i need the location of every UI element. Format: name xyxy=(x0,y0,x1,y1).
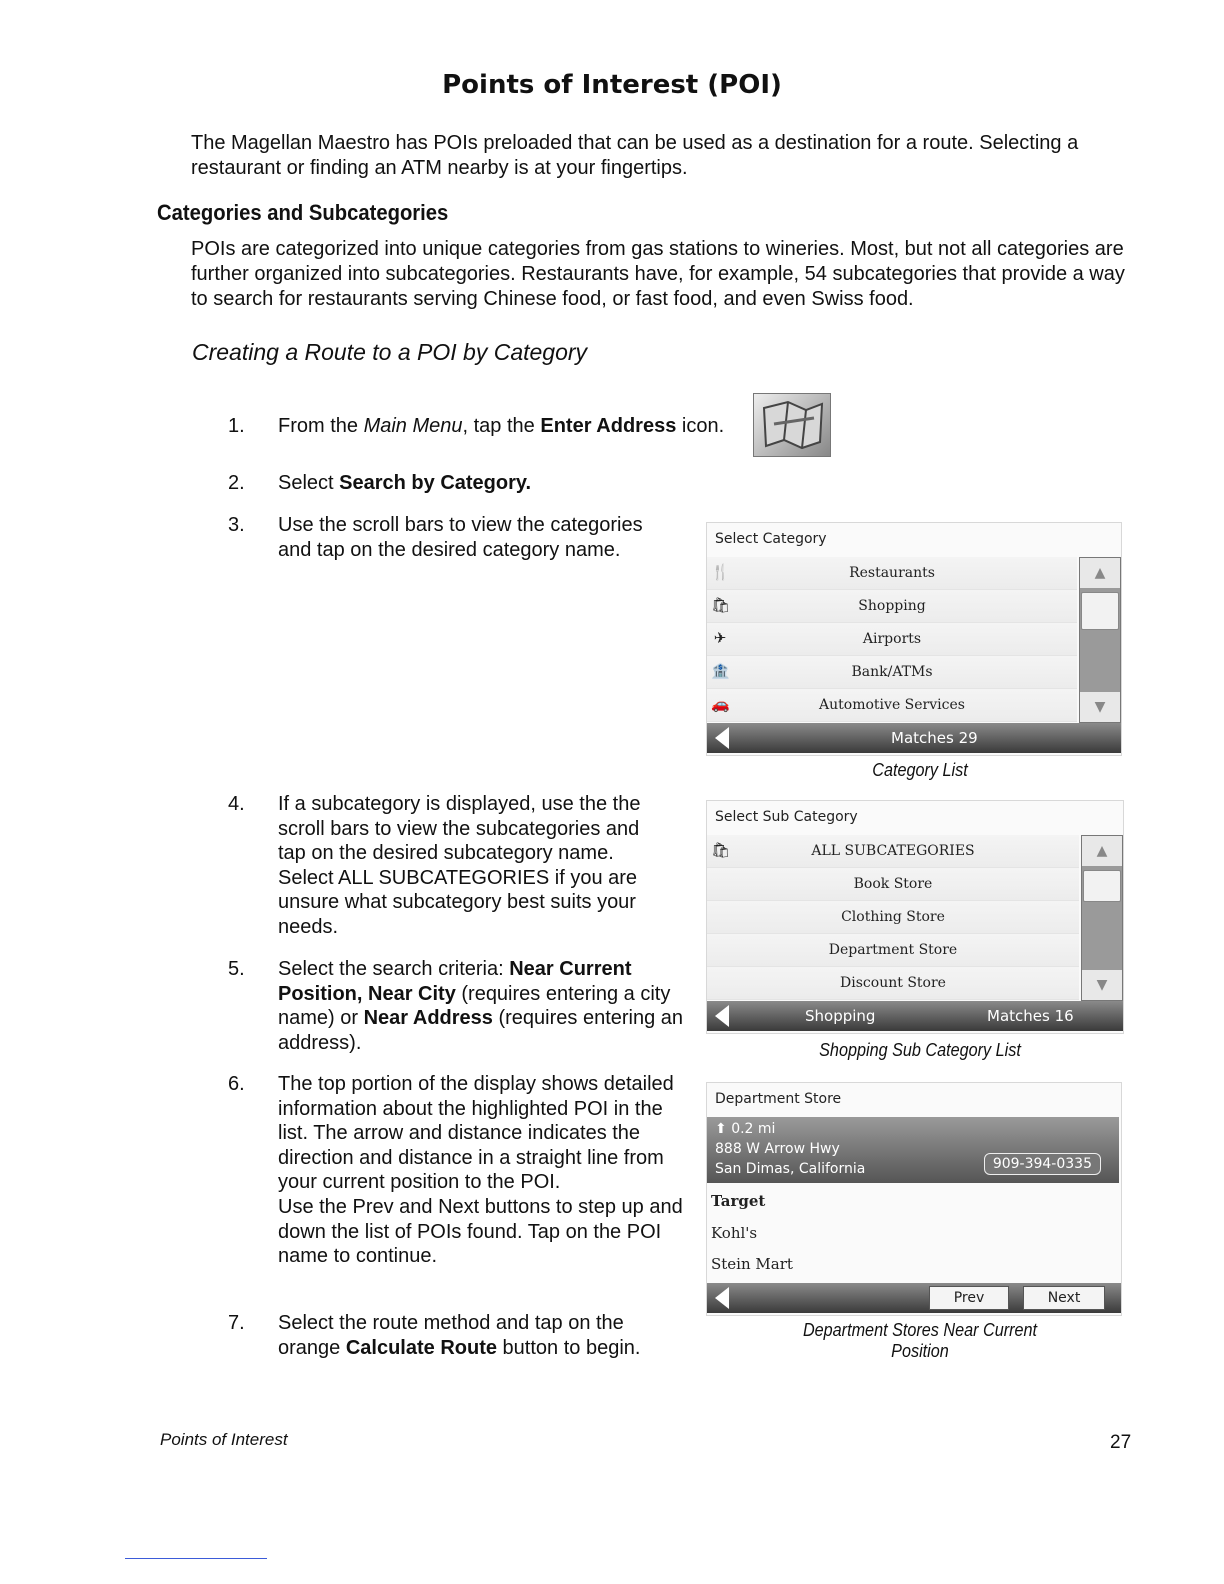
direction-arrow-icon: ⬆ xyxy=(715,1121,727,1137)
back-arrow-icon[interactable] xyxy=(715,727,729,749)
subcategory-row-book-store[interactable]: Book Store xyxy=(707,868,1079,901)
screen-title: Department Store xyxy=(715,1091,842,1107)
screen-title: Select Category xyxy=(715,531,827,547)
poi-phone-button[interactable]: 909-394-0335 xyxy=(984,1153,1101,1175)
poi-detail-panel xyxy=(707,1117,1119,1183)
poi-bottom-bar xyxy=(707,1283,1121,1313)
back-arrow-icon[interactable] xyxy=(715,1005,729,1027)
scroll-down-icon[interactable]: ▼ xyxy=(1082,970,1122,1000)
shopping-bag-icon: 🛍 xyxy=(711,596,731,614)
scroll-up-icon[interactable]: ▲ xyxy=(1080,558,1120,588)
category-list-screen xyxy=(706,522,1122,756)
scroll-down-icon[interactable]: ▼ xyxy=(1080,692,1120,722)
matches-count: Matches 16 xyxy=(987,1007,1074,1025)
category-scrollbar[interactable] xyxy=(1079,557,1121,723)
subcategory-row-department-store[interactable]: Department Store xyxy=(707,934,1079,967)
poi-row-kohls[interactable]: Kohl's xyxy=(711,1224,758,1242)
car-icon: 🚗 xyxy=(711,695,730,713)
subcategory-row-all[interactable]: 🛍 ALL SUBCATEGORIES xyxy=(707,835,1079,868)
category-row-shopping[interactable]: 🛍 Shopping xyxy=(707,590,1077,623)
scroll-up-icon[interactable]: ▲ xyxy=(1082,836,1122,866)
intro-paragraph: The Magellan Maestro has POIs preloaded that can be used as a destination for a route. Selecting a restaurant or finding an ATM nearby is at your fingertips. xyxy=(191,132,1079,179)
figure-caption-category-list: Category List xyxy=(872,760,968,780)
footer-page-number: 27 xyxy=(1110,1432,1132,1453)
figure-caption-subcategory-list: Shopping Sub Category List xyxy=(819,1040,1021,1060)
back-arrow-icon[interactable] xyxy=(715,1287,729,1309)
category-bottom-bar xyxy=(707,723,1121,753)
subcategory-row-discount-store[interactable]: Discount Store xyxy=(707,967,1079,1000)
scroll-thumb[interactable] xyxy=(1081,592,1119,630)
category-row-bank-atms[interactable]: 🏦 Bank/ATMs xyxy=(707,656,1077,689)
shopping-bag-icon: 🛍 xyxy=(711,841,731,859)
section-heading: Categories and Subcategories xyxy=(157,200,449,225)
subcategory-list-screen xyxy=(706,800,1124,1034)
prev-button[interactable]: Prev xyxy=(929,1286,1009,1310)
footer-rule xyxy=(125,1558,267,1559)
subsection-heading: Creating a Route to a POI by Category xyxy=(192,339,588,365)
category-row-airports[interactable]: ✈ Airports xyxy=(707,623,1077,656)
poi-results-screen xyxy=(706,1082,1122,1316)
enter-address-icon xyxy=(753,393,831,457)
fork-knife-icon: 🍴 xyxy=(711,563,730,581)
matches-count: Matches 29 xyxy=(891,729,978,747)
airplane-icon: ✈ xyxy=(713,629,727,647)
section-paragraph: POIs are categorized into unique categories from gas stations to wineries. Most, but not all categories are further organized into subcategories. Restaurants have, for example, 54 subcategories that provide a way to search for restaurants serving Chinese food, or fast food, and even Swiss food. xyxy=(191,238,1125,310)
next-button[interactable]: Next xyxy=(1023,1286,1105,1310)
bank-icon: 🏦 xyxy=(711,662,730,680)
subcategory-bottom-bar xyxy=(707,1001,1123,1031)
poi-address-line2: San Dimas, California xyxy=(715,1161,866,1177)
category-row-restaurants[interactable]: 🍴 Restaurants xyxy=(707,557,1077,590)
category-row-automotive[interactable]: 🚗 Automotive Services xyxy=(707,689,1077,722)
poi-address-line1: 888 W Arrow Hwy xyxy=(715,1141,840,1157)
current-category: Shopping xyxy=(805,1007,876,1025)
scroll-thumb[interactable] xyxy=(1083,870,1121,902)
page-title: Points of Interest (POI) xyxy=(442,70,782,100)
poi-row-target[interactable]: Target xyxy=(711,1192,766,1210)
screen-title: Select Sub Category xyxy=(715,809,858,825)
footer-section-name: Points of Interest xyxy=(160,1430,288,1449)
poi-distance: 0.2 mi xyxy=(731,1121,776,1137)
subcategory-row-clothing-store[interactable]: Clothing Store xyxy=(707,901,1079,934)
poi-row-stein-mart[interactable]: Stein Mart xyxy=(711,1255,793,1273)
figure-caption-poi-results: Department Stores Near Current Position xyxy=(802,1320,1038,1361)
subcategory-scrollbar[interactable] xyxy=(1081,835,1123,1001)
